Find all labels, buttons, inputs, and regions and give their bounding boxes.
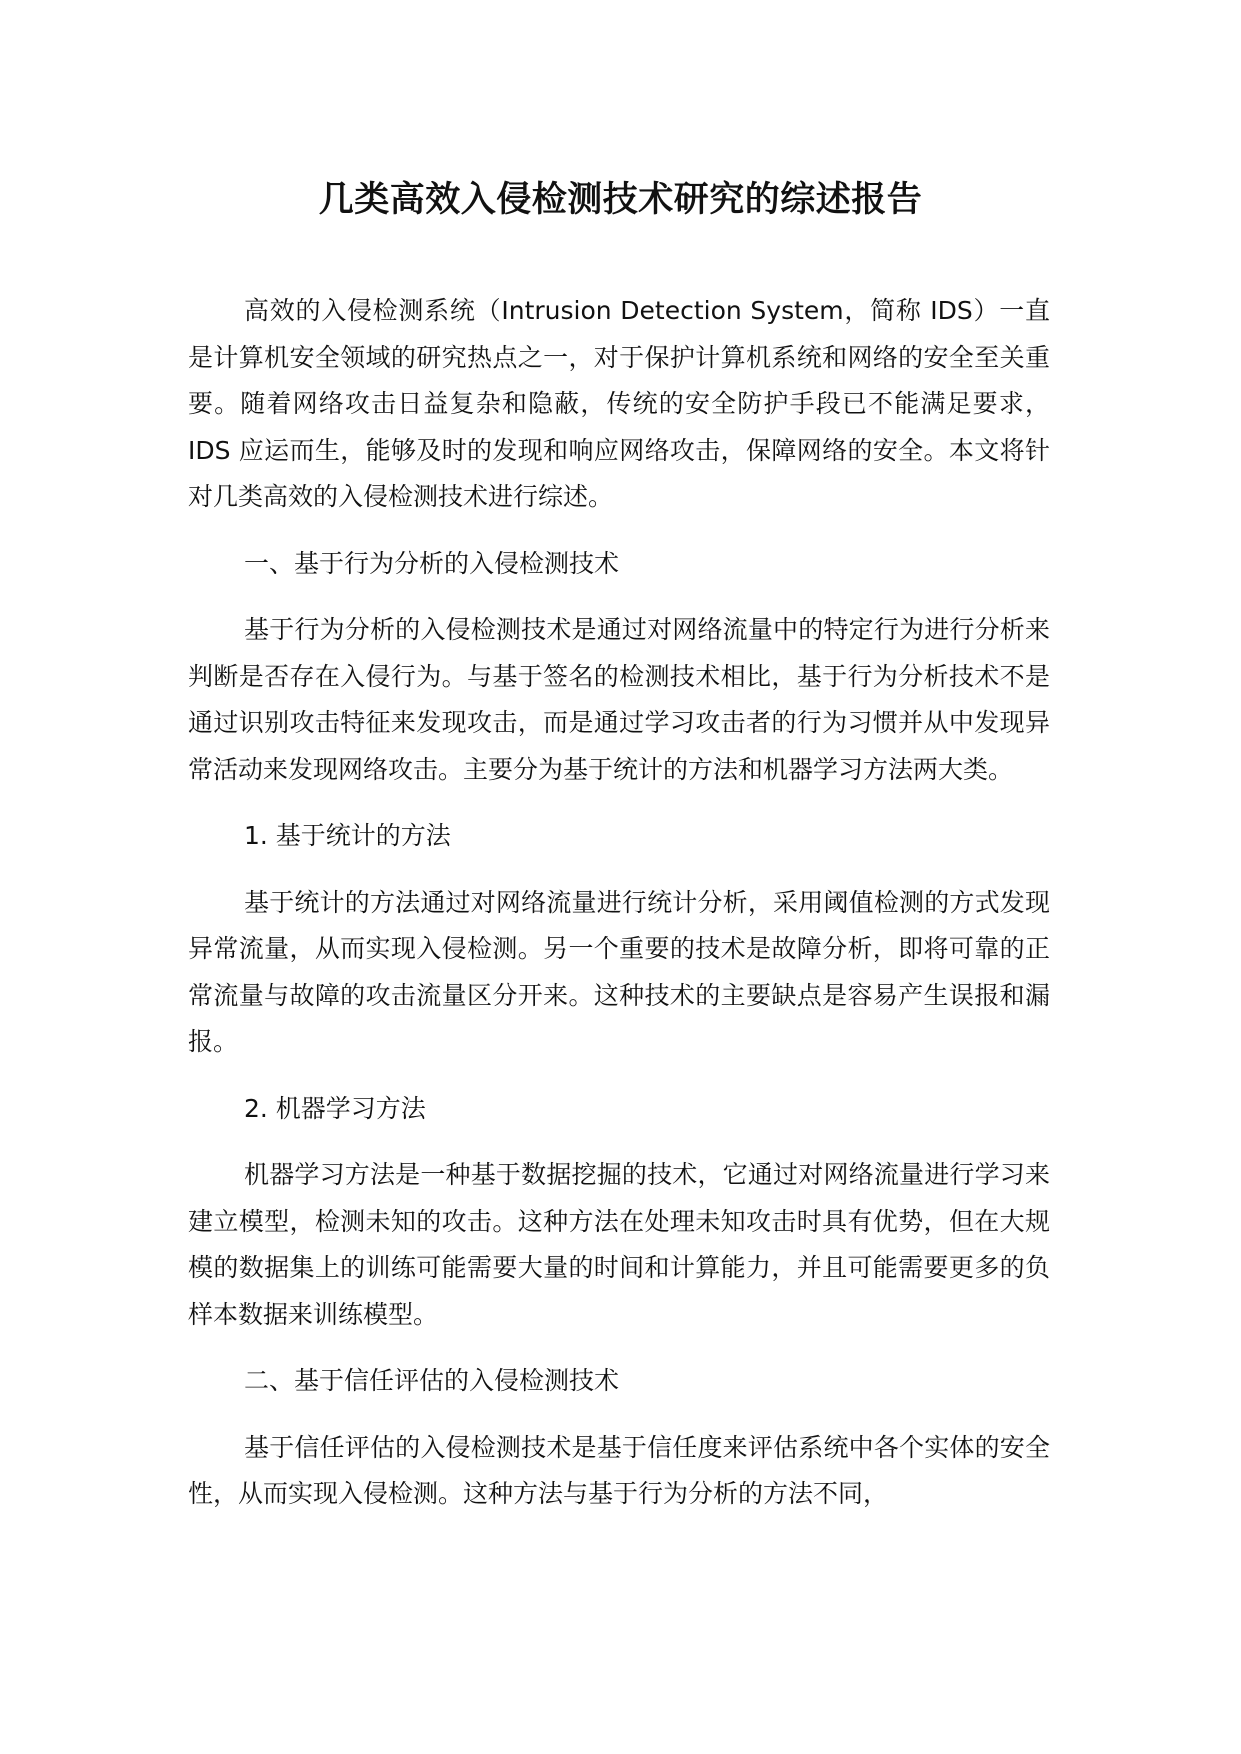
paragraph-intro: 高效的入侵检测系统（Intrusion Detection System，简称 IDS）一直是计算机安全领域的研究热点之一，对于保护计算机系统和网络的安全至关重要。随着网络攻击日益复杂和隐蔽，传统的安全防护手段已不能满足要求，IDS 应运而生，能够及时的发现和响应网络攻击，保障网络的安全。本文将针对几类高效的入侵检测技术进行综述。: [188, 296, 1050, 511]
paragraph-statistical: 基于统计的方法通过对网络流量进行统计分析，采用阈值检测的方式发现异常流量，从而实现入侵检测。另一个重要的技术是故障分析，即将可靠的正常流量与故障的攻击流量区分开来。这种技术的主要缺点是容易产生误报和漏报。: [188, 887, 1050, 1056]
subsection-heading-statistical: 1. 基于统计的方法: [244, 821, 451, 850]
paragraph-trust-evaluation: 基于信任评估的入侵检测技术是基于信任度来评估系统中各个实体的安全性，从而实现入侵检测。这种方法与基于行为分析的方法不同，: [188, 1432, 1050, 1508]
subsection-heading-machine-learning: 2. 机器学习方法: [244, 1093, 426, 1123]
paragraph-machine-learning: 机器学习方法是一种基于数据挖掘的技术，它通过对网络流量进行学习来建立模型，检测未知的攻击。这种方法在处理未知攻击时具有优势，但在大规模的数据集上的训练可能需要大量的时间和计算能力，并且可能需要更多的负样本数据来训练模型。: [188, 1160, 1050, 1329]
section-heading-behavior-analysis: 一、基于行为分析的入侵检测技术: [244, 548, 620, 578]
paragraph-behavior-analysis: 基于行为分析的入侵检测技术是通过对网络流量中的特定行为进行分析来判断是否存在入侵行为。与基于签名的检测技术相比，基于行为分析技术不是通过识别攻击特征来发现攻击，而是通过学习攻击者的行为习惯并从中发现异常活动来发现网络攻击。主要分为基于统计的方法和机器学习方法两大类。: [188, 615, 1050, 784]
document-title: 几类高效入侵检测技术研究的综述报告: [318, 180, 923, 220]
section-heading-trust-evaluation: 二、基于信任评估的入侵检测技术: [244, 1366, 620, 1395]
document-body: [188, 288, 1050, 1538]
